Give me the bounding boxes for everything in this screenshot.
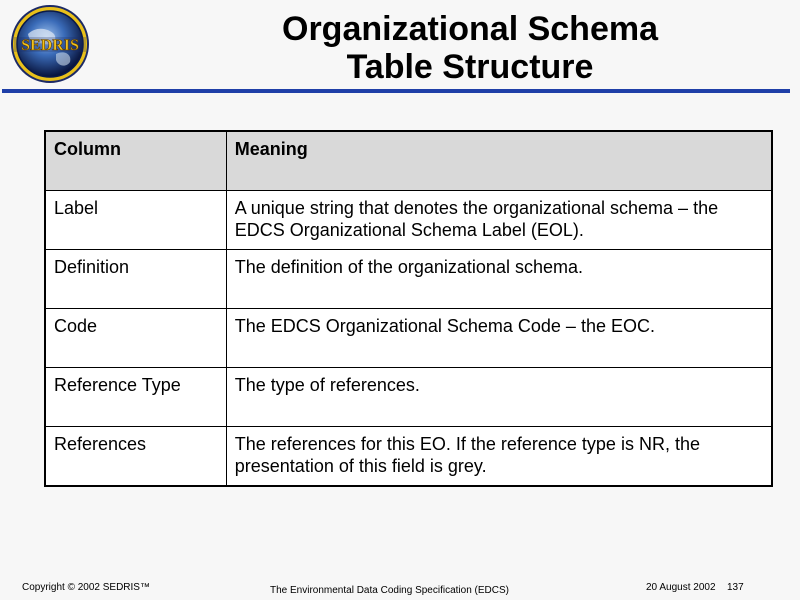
- row-meaning-cell: The EDCS Organizational Schema Code – the EOC.: [226, 309, 772, 368]
- row-column-cell: Code: [45, 309, 226, 368]
- row-meaning-cell: The type of references.: [226, 368, 772, 427]
- logo-text: SEDRIS: [21, 37, 79, 54]
- table-row: [45, 250, 772, 309]
- header-meaning: Meaning: [226, 131, 772, 191]
- page-number: 137: [727, 582, 744, 593]
- header-divider: [2, 89, 790, 93]
- row-column-cell: Label: [45, 191, 226, 250]
- table-header-row: [45, 131, 772, 191]
- table-row: [45, 191, 772, 250]
- footer-date: 20 August 2002: [646, 582, 716, 593]
- row-meaning-cell: A unique string that denotes the organizational schema – the EDCS Organizational Schema Label (EOL).: [226, 191, 772, 250]
- row-meaning-cell: The definition of the organizational schema.: [226, 250, 772, 309]
- table-row: [45, 309, 772, 368]
- row-meaning-cell: The references for this EO. If the reference type is NR, the presentation of this field is grey.: [226, 427, 772, 487]
- title-line-1: Organizational Schema: [282, 10, 658, 48]
- table-row: [45, 427, 772, 487]
- sedris-logo: [8, 4, 92, 84]
- slide-title: [150, 10, 790, 86]
- schema-table: [44, 130, 773, 487]
- footer-spec-title: The Environmental Data Coding Specification (EDCS): [270, 585, 509, 596]
- row-column-cell: Reference Type: [45, 368, 226, 427]
- footer-copyright: Copyright © 2002 SEDRIS™: [22, 582, 150, 593]
- title-line-2: Table Structure: [346, 48, 594, 86]
- table-row: [45, 368, 772, 427]
- row-column-cell: References: [45, 427, 226, 487]
- header-column: Column: [45, 131, 226, 191]
- row-column-cell: Definition: [45, 250, 226, 309]
